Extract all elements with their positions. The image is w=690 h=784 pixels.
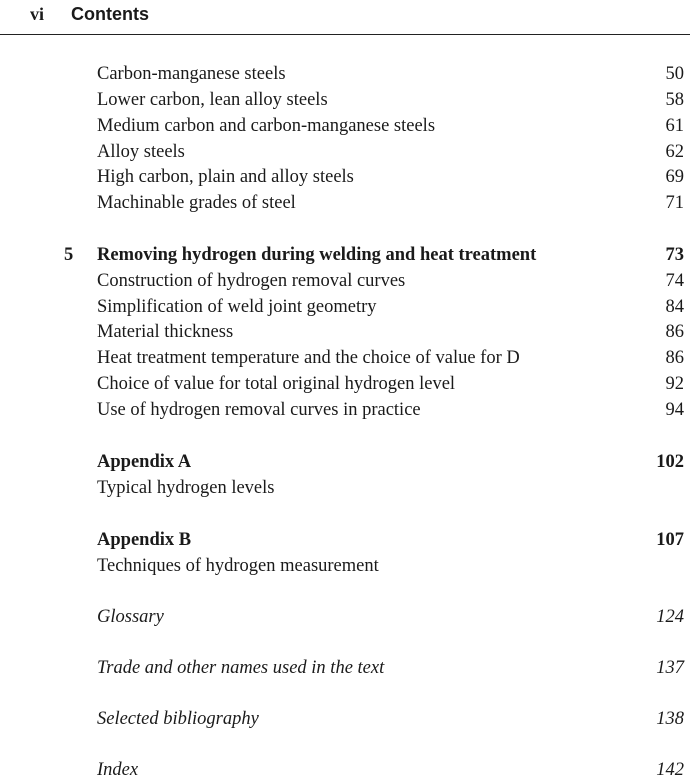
toc-entry-page: 69 <box>665 167 684 187</box>
toc-entry-title: Material thickness <box>97 322 234 342</box>
toc-entry-title: Appendix A <box>97 452 192 472</box>
toc-chapter-entry <box>0 242 690 268</box>
toc-entry-subtitle: Techniques of hydrogen measurement <box>97 556 379 576</box>
toc-entry-title: Index <box>97 760 139 780</box>
toc-entry-page: 71 <box>665 193 684 213</box>
toc-entry-page: 92 <box>665 374 684 394</box>
toc-entry-subtitle: Typical hydrogen levels <box>97 478 275 498</box>
toc-entry-title: Medium carbon and carbon-manganese steels <box>97 116 436 136</box>
toc-entry-page: 86 <box>665 348 684 368</box>
toc-entry-title: Selected bibliography <box>97 709 259 729</box>
toc-backmatter-entry <box>0 604 690 630</box>
toc-entry <box>0 371 690 397</box>
toc-entry-title: Alloy steels <box>97 142 185 162</box>
toc-entry <box>0 268 690 294</box>
toc-entry-title: Appendix B <box>97 530 192 550</box>
toc-entry-page: 137 <box>656 658 684 678</box>
toc-entry-title: Heat treatment temperature and the choice of value for D <box>97 348 520 368</box>
toc-entry-page: 107 <box>656 530 684 550</box>
toc-entry <box>0 87 690 113</box>
toc-entry-title: Machinable grades of steel <box>97 193 296 213</box>
page-number: vi <box>30 4 45 24</box>
toc-entry-title: Glossary <box>97 607 164 627</box>
toc-entry <box>0 61 690 87</box>
toc-entry <box>0 345 690 371</box>
toc-entry-page: 58 <box>665 90 684 110</box>
toc-entry-page: 142 <box>656 760 684 780</box>
toc-entry-title: Use of hydrogen removal curves in practice <box>97 400 421 420</box>
toc-entry-title: High carbon, plain and alloy steels <box>97 167 354 187</box>
toc-entry-page: 138 <box>656 709 684 729</box>
toc-entry-title: Choice of value for total original hydrogen level <box>97 374 456 394</box>
toc-entry-page: 84 <box>665 297 684 317</box>
toc-entry-page: 86 <box>665 322 684 342</box>
running-header <box>0 0 690 35</box>
toc-entry-page: 73 <box>665 245 684 265</box>
toc-appendix-entry <box>0 527 690 553</box>
toc-entry <box>0 139 690 165</box>
toc-entry <box>0 397 690 423</box>
toc-backmatter-entry <box>0 655 690 681</box>
toc-entry <box>0 553 690 579</box>
toc-entry-page: 74 <box>665 271 684 291</box>
toc-appendix-entry <box>0 449 690 475</box>
toc-entry-title: Simplification of weld joint geometry <box>97 297 377 317</box>
toc-entry <box>0 475 690 501</box>
toc-entry-title: Lower carbon, lean alloy steels <box>97 90 328 110</box>
toc-entry <box>0 190 690 216</box>
toc-entry-title: Trade and other names used in the text <box>97 658 385 678</box>
toc-entry-page: 50 <box>665 64 684 84</box>
toc-entry-title: Removing hydrogen during welding and heat treatment <box>97 245 537 265</box>
toc-backmatter-entry <box>0 706 690 732</box>
toc-entry-page: 62 <box>665 142 684 162</box>
toc-backmatter-entry <box>0 757 690 783</box>
toc-entry-page: 102 <box>656 452 684 472</box>
toc-entry <box>0 294 690 320</box>
chapter-number: 5 <box>64 245 74 265</box>
toc-entry-page: 124 <box>656 607 684 627</box>
toc-entry-page: 94 <box>665 400 684 420</box>
toc-entry-page: 61 <box>665 116 684 136</box>
toc-entry <box>0 164 690 190</box>
toc-entry-title: Construction of hydrogen removal curves <box>97 271 406 291</box>
running-head-title: Contents <box>71 4 149 24</box>
toc-entry <box>0 113 690 139</box>
toc-entry-title: Carbon-manganese steels <box>97 64 286 84</box>
toc-entry <box>0 319 690 345</box>
